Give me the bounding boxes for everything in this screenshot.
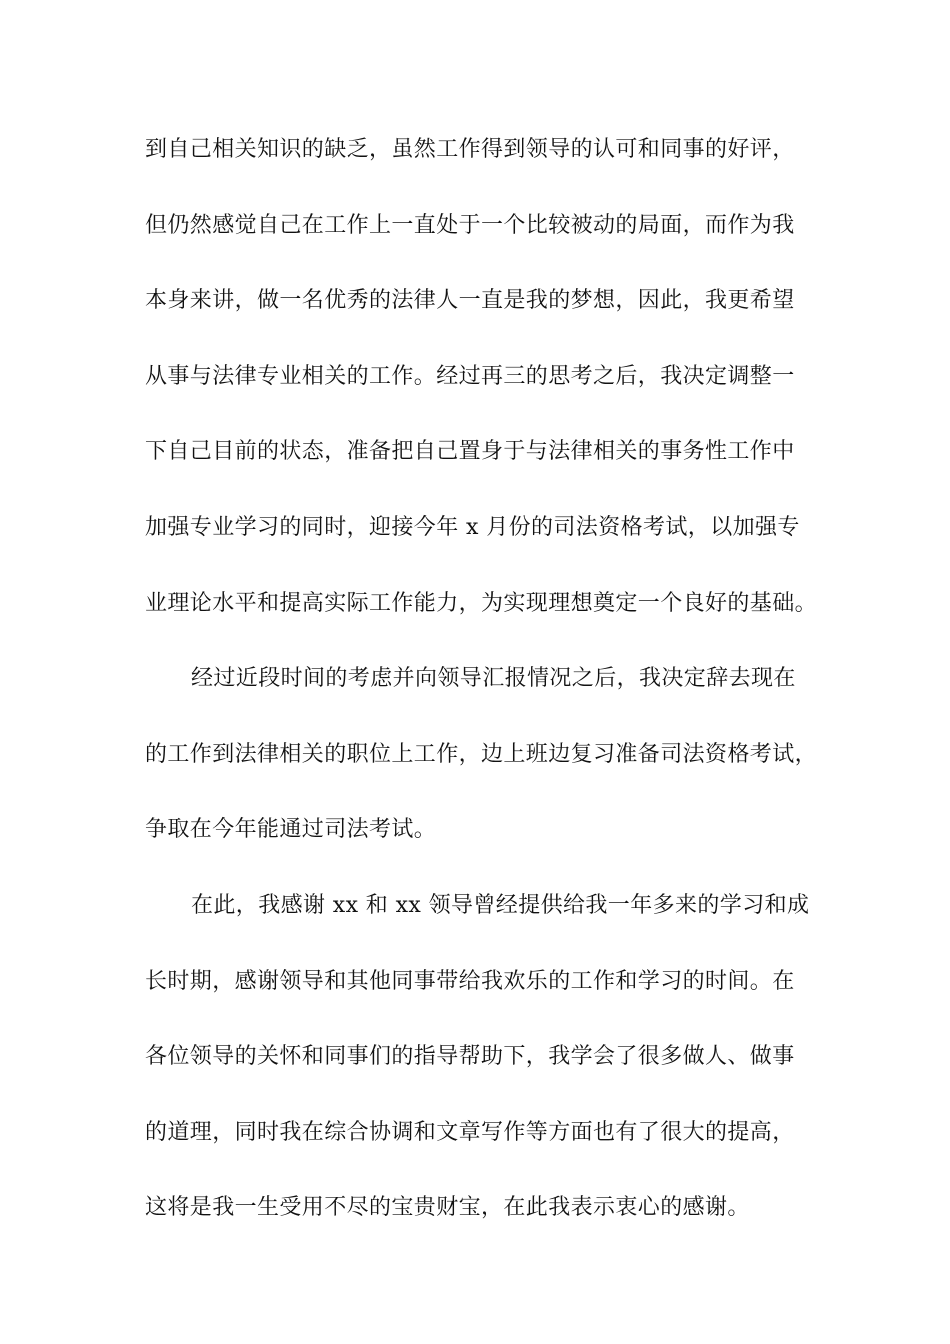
text-line: 的工作到法律相关的职位上工作，边上班边复习准备司法资格考试， bbox=[145, 741, 818, 767]
text-line: 下自己目前的状态，准备把自己置身于与法律相关的事务性工作中 bbox=[145, 439, 795, 465]
text-line: 业理论水平和提高实际工作能力，为实现理想奠定一个良好的基础。 bbox=[145, 590, 818, 616]
letter-body bbox=[145, 128, 835, 1262]
text-line: 加强专业学习的同时，迎接今年 x 月份的司法资格考试，以加强专 bbox=[145, 514, 800, 540]
paragraph-start-line: 在此，我感谢 xx 和 xx 领导曾经提供给我一年多来的学习和成 bbox=[191, 892, 810, 918]
text-line: 到自己相关知识的缺乏，虽然工作得到领导的认可和同事的好评， bbox=[145, 137, 795, 162]
text-line: 的道理，同时我在综合协调和文章写作等方面也有了很大的提高， bbox=[145, 1119, 795, 1145]
text-line: 本身来讲，做一名优秀的法律人一直是我的梦想，因此，我更希望 bbox=[145, 288, 795, 314]
text-line: 从事与法律专业相关的工作。经过再三的思考之后，我决定调整一 bbox=[145, 363, 795, 389]
text-line: 但仍然感觉自己在工作上一直处于一个比较被动的局面，而作为我 bbox=[145, 212, 795, 238]
text-line: 各位领导的关怀和同事们的指导帮助下，我学会了很多做人、做事 bbox=[145, 1044, 795, 1070]
paragraph-start-line: 经过近段时间的考虑并向领导汇报情况之后，我决定辞去现在 bbox=[191, 666, 796, 692]
text-line: 这将是我一生受用不尽的宝贵财宝，在此我表示衷心的感谢。 bbox=[145, 1195, 750, 1221]
text-line: 争取在今年能通过司法考试。 bbox=[145, 817, 437, 843]
text-line: 长时期，感谢领导和其他同事带给我欢乐的工作和学习的时间。在 bbox=[145, 968, 795, 994]
